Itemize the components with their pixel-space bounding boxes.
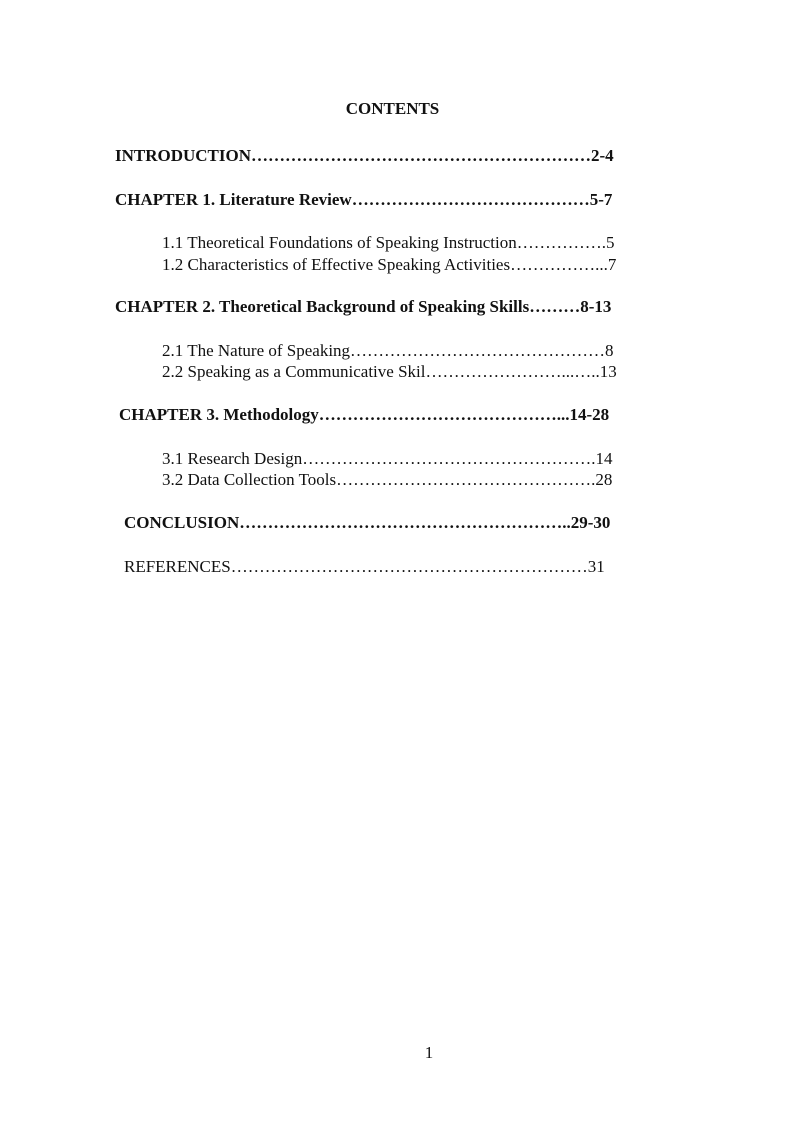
toc-entry-section-2-2: 2.2 Speaking as a Communicative Skil……………………...…..13: [162, 362, 617, 381]
toc-entry-chapter-3: CHAPTER 3. Methodology……………………………………...14-28: [119, 405, 610, 424]
toc-entry-section-3-2: 3.2 Data Collection Tools……………………………………….28: [162, 470, 613, 489]
contents-heading: CONTENTS: [345, 99, 440, 118]
toc-entry-introduction: INTRODUCTION……………………………………………………2-4: [115, 146, 614, 165]
toc-entry-conclusion: [124, 513, 610, 533]
toc-entry-section-1-1: 1.1 Theoretical Foundations of Speaking Instruction…………….5: [162, 233, 615, 252]
toc-entry-chapter-2: CHAPTER 2. Theoretical Background of Speaking Skills………8-13: [115, 297, 612, 316]
toc-entry-chapter-1: CHAPTER 1. Literature Review……………………………………5-7: [115, 190, 613, 209]
toc-entry-references-text: REFERENCES………………………………………………………31: [124, 557, 605, 576]
toc-entry-references: [124, 557, 605, 577]
toc-entry-section-1-2: 1.2 Characteristics of Effective Speaking Activities……………...7: [162, 255, 617, 274]
toc-entry-section-2-1: 2.1 The Nature of Speaking………………………………………8: [162, 341, 614, 360]
page-number: 1: [424, 1043, 434, 1062]
toc-entry-section-3-1: 3.1 Research Design…………………………………………….14: [162, 449, 613, 468]
toc-entry-conclusion-text: CONCLUSION…………………………………………………..29-30: [124, 513, 611, 532]
